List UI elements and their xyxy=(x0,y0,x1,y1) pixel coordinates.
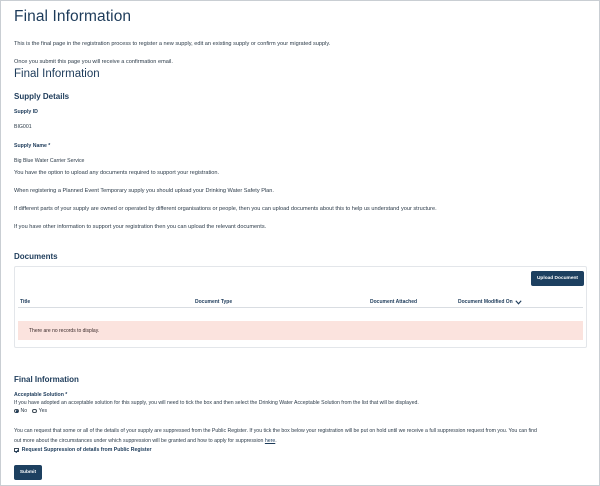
radio-no[interactable] xyxy=(14,409,19,414)
column-document-modified-on[interactable] xyxy=(458,299,522,305)
supply-details-heading: Supply Details xyxy=(14,92,70,101)
intro-text-2: Once you submit this page you will receive a confirmation email. xyxy=(14,59,173,65)
documents-heading: Documents xyxy=(14,252,58,261)
supply-para-1: You have the option to upload any documents required to support your registration. xyxy=(14,170,220,176)
period: . xyxy=(275,438,277,444)
radio-yes[interactable] xyxy=(32,409,37,414)
supply-para-3: If different parts of your supply are owned or operated by different organisations or people, then you can upload documents about this to help us understand your structure. xyxy=(14,206,437,212)
radio-no-label: No xyxy=(20,408,28,414)
suppression-text-2-line xyxy=(14,438,277,444)
suppression-text-2: out more about the circumstances under which suppression will be granted and how to apply for suppression xyxy=(14,438,264,444)
final-information-heading: Final Information xyxy=(14,375,79,384)
section-title: Final Information xyxy=(14,68,100,80)
radio-yes-label: Yes xyxy=(38,408,48,414)
documents-panel xyxy=(14,266,587,348)
intro-text-1: This is the final page in the registration process to register a new supply, edit an existing supply or confirm your migrated supply. xyxy=(14,41,331,47)
submit-button[interactable]: Submit xyxy=(14,465,42,480)
acceptable-solution-help: If you have adopted an acceptable solution for this supply, you will need to tick the box and then select the Drinking Water Acceptable Solution from the list that will be displayed. xyxy=(14,400,419,406)
supply-name-value: Big Blue Water Carrier Service xyxy=(14,158,85,164)
page-title: Final Information xyxy=(14,8,132,25)
supply-id-value: BIG001 xyxy=(14,124,32,130)
suppression-checkbox-label: Request Suppression of details from Public Register xyxy=(21,447,152,453)
column-title[interactable]: Title xyxy=(20,299,31,305)
chevron-down-icon[interactable] xyxy=(515,300,522,305)
supply-id-label: Supply ID xyxy=(14,109,38,115)
supply-name-label: Supply Name * xyxy=(14,143,51,149)
suppression-checkbox[interactable] xyxy=(14,448,19,453)
suppression-help-link[interactable]: here xyxy=(264,438,276,444)
column-document-type[interactable]: Document Type xyxy=(195,299,233,305)
empty-table-message: There are no records to display. xyxy=(18,321,583,340)
column-document-attached[interactable]: Document Attached xyxy=(370,299,418,305)
supply-para-4: If you have other information to support your registration then you can upload the relevant documents. xyxy=(14,224,267,230)
column-document-modified-on-label: Document Modified On xyxy=(458,299,513,305)
table-header-divider xyxy=(18,307,583,308)
upload-document-button[interactable]: Upload Document xyxy=(531,271,584,286)
suppression-text-1: You can request that some or all of the details of your supply are suppressed from the Public Register. If you tick the box below your registration will be put on hold until we receive a full suppression request from you. You can find xyxy=(14,428,537,434)
supply-para-2: When registering a Planned Event Temporary supply you should upload your Drinking Water Safety Plan. xyxy=(14,188,274,194)
acceptable-solution-label: Acceptable Solution * xyxy=(14,392,68,398)
suppression-checkbox-row xyxy=(14,447,152,453)
acceptable-solution-options xyxy=(14,408,47,414)
